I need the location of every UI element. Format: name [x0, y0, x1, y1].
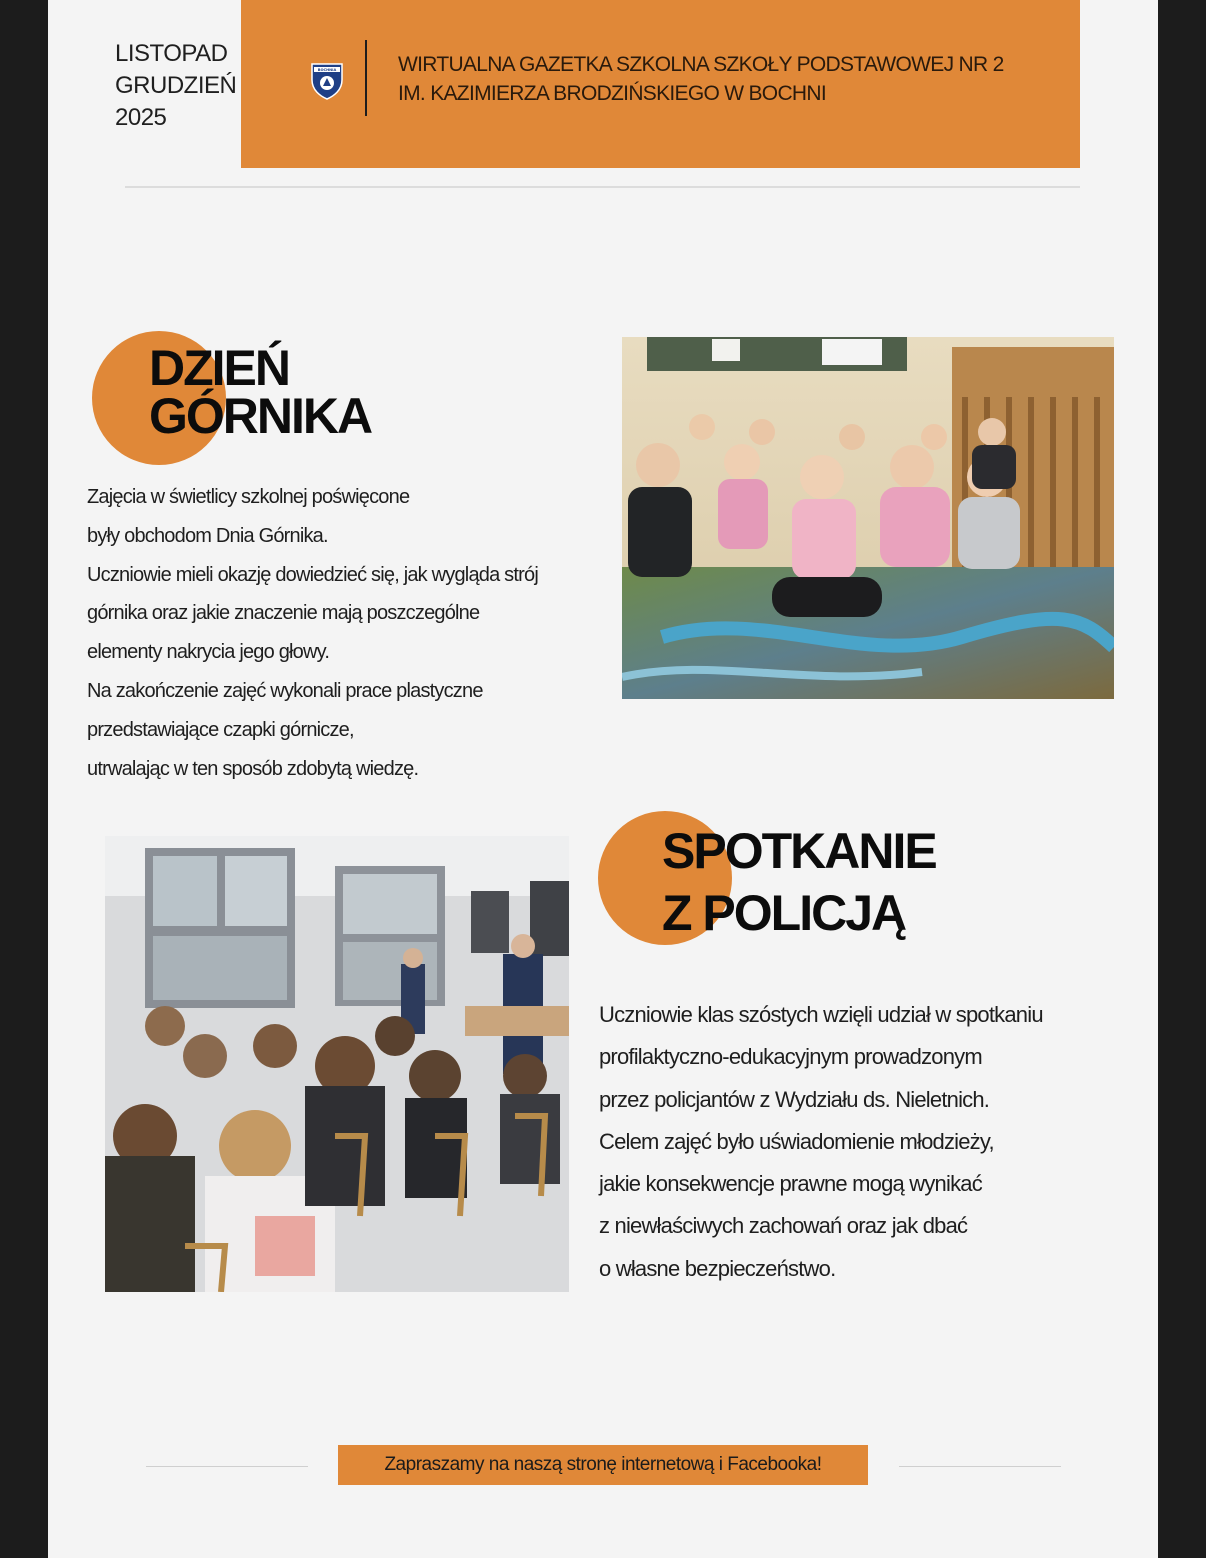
article-heading — [149, 340, 372, 444]
crest-text: BOCHNIA — [317, 68, 337, 72]
article-body-line: profilaktyczno-edukacyjnym prowadzonym — [599, 1044, 982, 1070]
article-body-line: Uczniowie mieli okazję dowiedzieć się, jak wygląda strój — [87, 563, 538, 586]
photo-children-classroom — [622, 337, 1114, 699]
newsletter-page — [48, 0, 1158, 1558]
article-body-line: przez policjantów z Wydziału ds. Nieletnich. — [599, 1086, 990, 1112]
issue-month-2: GRUDZIEŃ — [115, 72, 237, 99]
article-heading-line: Z POLICJĄ — [662, 885, 906, 941]
newsletter-title-line-2: IM. KAZIMIERZA BRODZIŃSKIEGO W BOCHNI — [398, 82, 826, 105]
article-body — [87, 478, 538, 788]
newsletter-title-line-1: WIRTUALNA GAZETKA SZKOLNA SZKOŁY PODSTAWOWEJ NR 2 — [398, 53, 1004, 76]
article-body-line: przedstawiające czapki górnicze, — [87, 718, 354, 741]
article-body-line: były obchodom Dnia Górnika. — [87, 524, 328, 547]
article-heading-line: SPOTKANIE — [662, 823, 936, 879]
issue-month-1: LISTOPAD — [115, 40, 228, 67]
newsletter-title — [398, 50, 1038, 108]
photo-police-meeting — [105, 836, 569, 1292]
header-rule — [125, 186, 1080, 188]
article-body-line: Na zakończenie zajęć wykonali prace plastyczne — [87, 679, 483, 702]
article-body-line: Celem zajęć było uświadomienie młodzieży, — [599, 1128, 994, 1154]
school-crest-icon — [310, 62, 344, 100]
article-heading-line: DZIEŃ — [149, 340, 289, 396]
banner-divider — [365, 40, 367, 116]
article-body-line: z niewłaściwych zachowań oraz jak dbać — [599, 1213, 968, 1239]
article-heading-line: GÓRNIKA — [149, 388, 372, 444]
article-body-line: jakie konsekwencje prawne mogą wynikać — [599, 1171, 982, 1197]
article-body-line: górnika oraz jakie znaczenie mają poszczególne — [87, 602, 480, 625]
article-body-line: Zajęcia w świetlicy szkolnej poświęcone — [87, 486, 410, 508]
article-body-line: elementy nakrycia jego głowy. — [87, 641, 330, 664]
header-banner — [241, 0, 1080, 168]
issue-year: 2025 — [115, 104, 167, 131]
footer-rule-left — [146, 1466, 308, 1467]
article-body-line: o własne bezpieczeństwo. — [599, 1255, 836, 1281]
footer-rule-right — [899, 1466, 1061, 1467]
article-body-line: Uczniowie klas szóstych wzięli udział w spotkaniu — [599, 1002, 1043, 1027]
article-body-line: utrwalając w ten sposób zdobytą wiedzę. — [87, 757, 419, 780]
article-heading — [662, 820, 936, 944]
article-body — [599, 994, 1043, 1290]
website-facebook-link[interactable]: Zapraszamy na naszą stronę internetową i Facebooka! — [338, 1445, 868, 1485]
